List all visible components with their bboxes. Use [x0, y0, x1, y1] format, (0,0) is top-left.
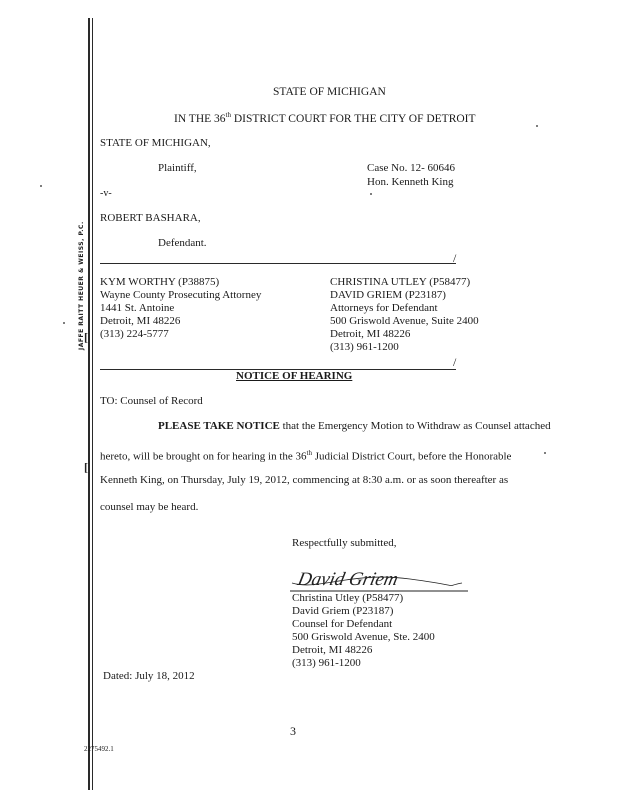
body-line-3: Kenneth King, on Thursday, July 19, 2012, commencing at 8:30 a.m. or as soon thereafter as: [100, 474, 509, 486]
defendant-name: ROBERT BASHARA,: [100, 212, 201, 224]
body-line-2-sup: th: [306, 449, 312, 457]
document-id: 2275492.1: [84, 745, 114, 753]
counsel-right-line: (313) 961-1200: [330, 341, 399, 353]
counsel-left-line: Detroit, MI 48226: [100, 315, 181, 327]
body-line-2-a: hereto, will be brought on for hearing in the 36: [100, 450, 307, 463]
closing-line: Counsel for Defendant: [292, 618, 393, 630]
versus: -v-: [100, 188, 112, 199]
court-title-suffix: DISTRICT COURT FOR THE CITY OF DETROIT: [230, 112, 476, 125]
firm-side-text: JAFFE RAITT HEUER & WEISS, P.C.: [78, 221, 85, 350]
scan-speck: [63, 322, 65, 324]
counsel-right-line: CHRISTINA UTLEY (P58477): [330, 276, 471, 288]
closing-line: 500 Griswold Avenue, Ste. 2400: [292, 631, 435, 643]
counsel-right-line: DAVID GRIEM (P23187): [330, 289, 446, 301]
counsel-left-line: Wayne County Prosecuting Attorney: [100, 289, 262, 301]
closing-line: Christina Utley (P58477): [292, 592, 404, 604]
scan-speck: [536, 125, 538, 127]
page-number: 3: [290, 724, 296, 738]
to-line: TO: Counsel of Record: [100, 395, 203, 407]
counsel-left-line: (313) 224-5777: [100, 328, 169, 340]
closing-line: (313) 961-1200: [292, 657, 361, 669]
body-line-4: counsel may be heard.: [100, 501, 199, 513]
body-line-1-text: that the Emergency Motion to Withdraw as Counsel attached: [279, 420, 551, 432]
respectfully-submitted: Respectfully submitted,: [292, 537, 397, 549]
caption-rule-end: /: [453, 251, 457, 265]
signature-text: David Griem: [295, 569, 400, 590]
margin-marker: [: [84, 330, 88, 344]
signature-svg: [290, 561, 470, 595]
left-margin-rule-inner: [92, 18, 93, 790]
case-number: Case No. 12- 60646: [367, 162, 455, 174]
body-line-1: [158, 420, 551, 433]
counsel-right-line: Attorneys for Defendant: [330, 302, 438, 314]
court-title-prefix: IN THE 36: [174, 112, 226, 125]
plaintiff-name: STATE OF MICHIGAN,: [100, 137, 211, 149]
plaintiff-role: Plaintiff,: [158, 162, 197, 174]
notice-lead: PLEASE TAKE NOTICE: [158, 420, 280, 432]
closing-line: Detroit, MI 48226: [292, 644, 373, 656]
scan-speck: [40, 185, 42, 187]
counsel-left-line: KYM WORTHY (P38875): [100, 276, 220, 288]
scan-speck: [370, 193, 372, 195]
left-margin-rule: [88, 18, 90, 790]
state-title: STATE OF MICHIGAN: [273, 86, 386, 98]
margin-marker: [: [84, 460, 88, 474]
counsel-left-line: 1441 St. Antoine: [100, 302, 175, 314]
notice-title: NOTICE OF HEARING: [236, 370, 353, 382]
court-title: [174, 109, 476, 126]
defendant-role: Defendant.: [158, 237, 207, 249]
court-title-sup: th: [225, 111, 231, 119]
body-line-2: [100, 447, 511, 464]
counsel-right-line: Detroit, MI 48226: [330, 328, 411, 340]
scan-speck: [544, 452, 546, 454]
closing-line: David Griem (P23187): [292, 605, 394, 617]
judge-name: Hon. Kenneth King: [367, 176, 454, 188]
caption-rule: [100, 263, 456, 264]
body-line-2-b: Judicial District Court, before the Honorable: [311, 450, 512, 463]
dated-line: Dated: July 18, 2012: [103, 670, 195, 682]
counsel-right-line: 500 Griswold Avenue, Suite 2400: [330, 315, 479, 327]
counsel-rule-end: /: [453, 355, 457, 369]
